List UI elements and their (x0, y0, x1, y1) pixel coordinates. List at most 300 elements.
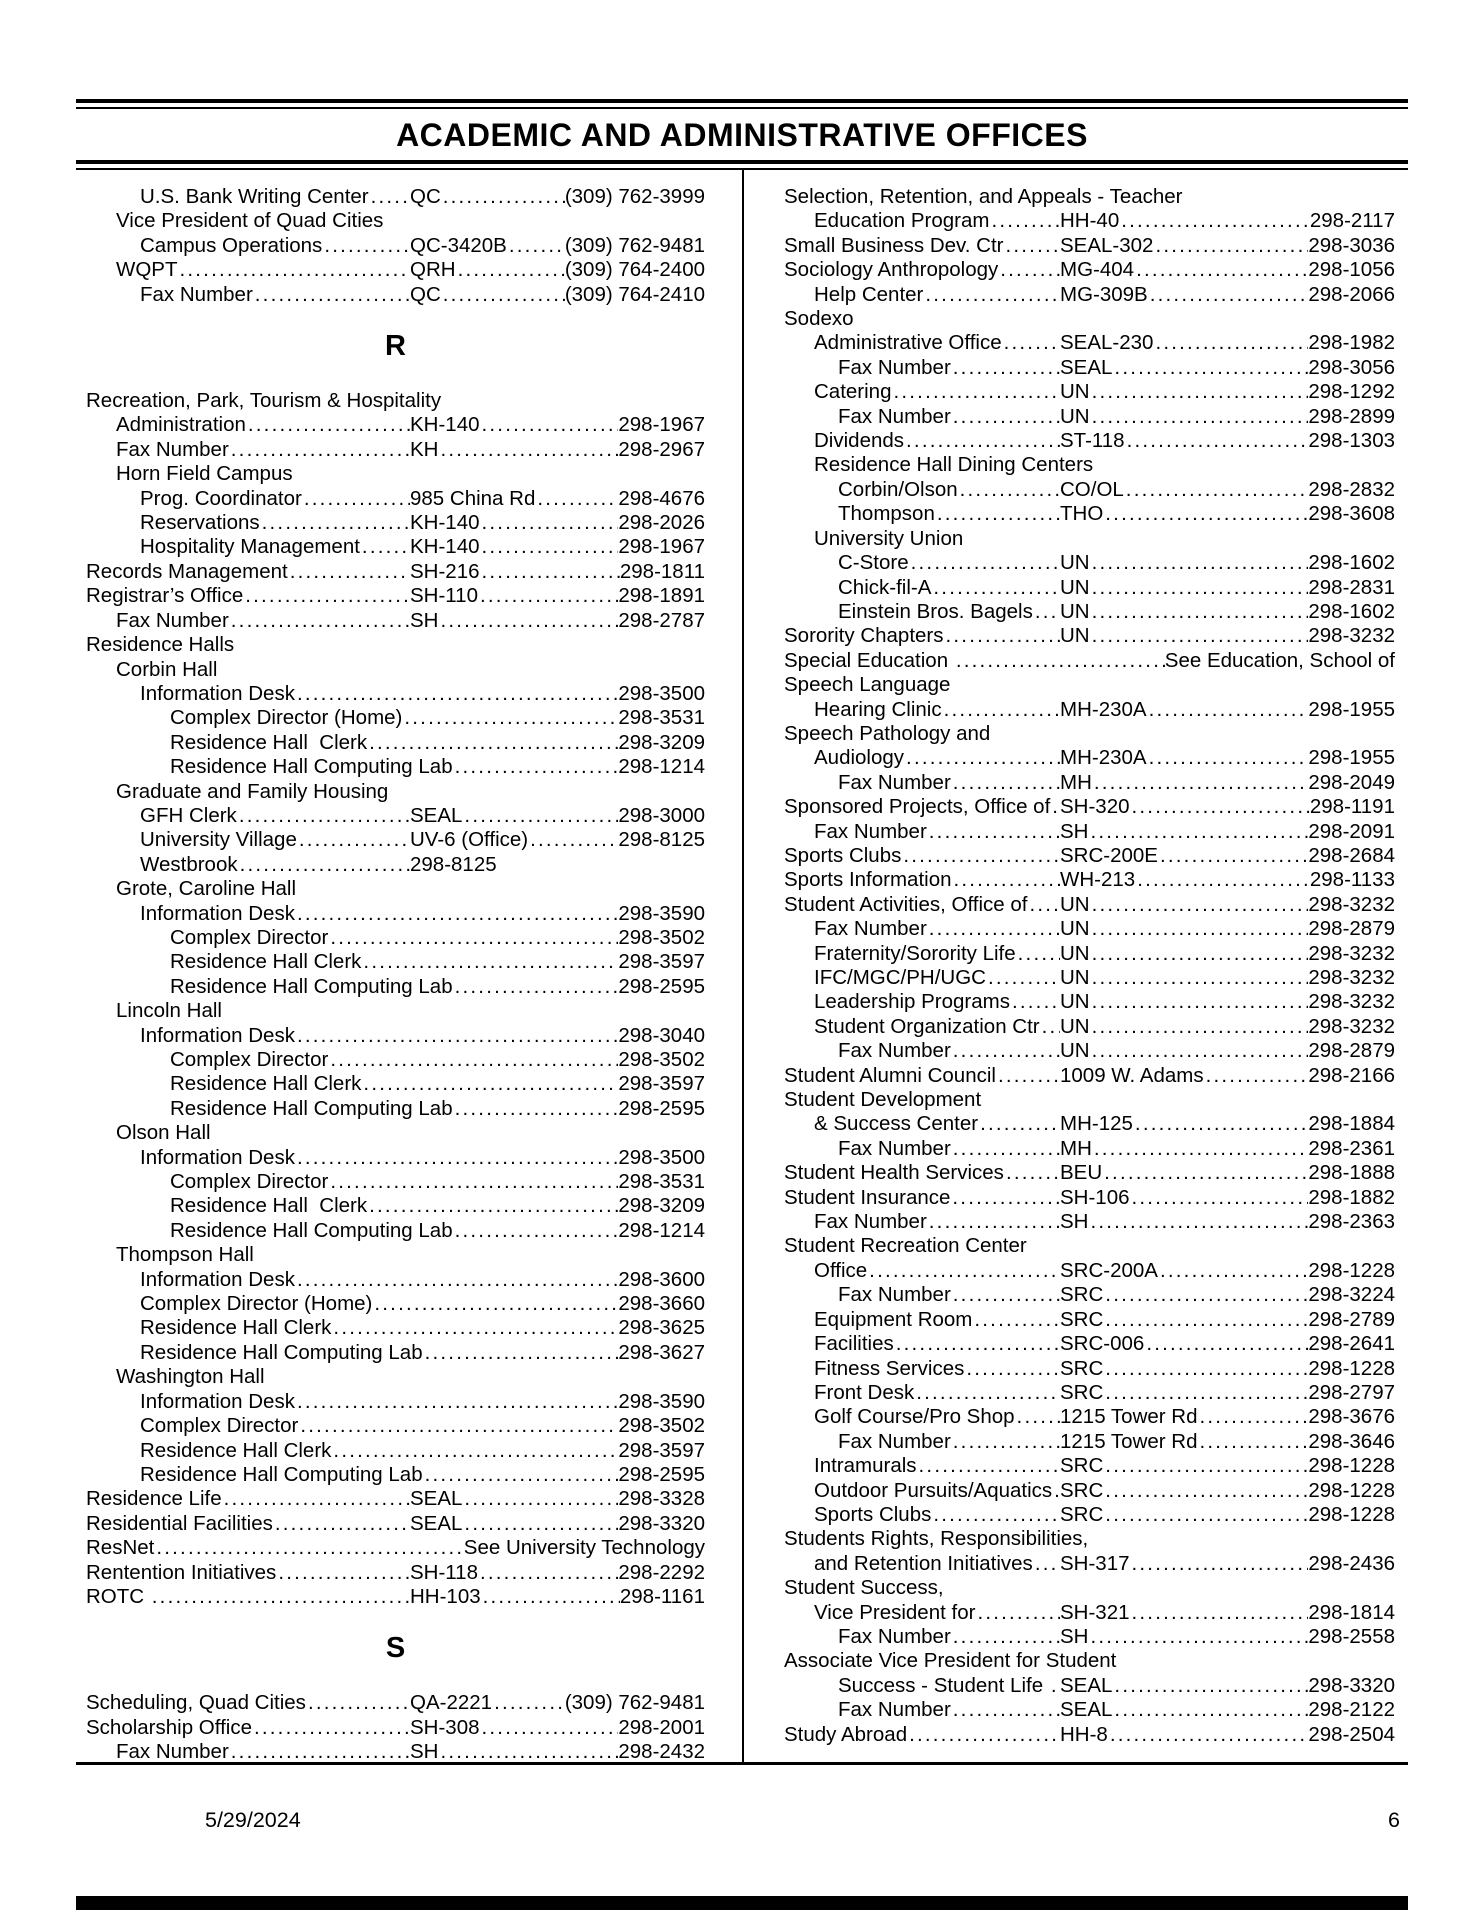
entry-name: Complex Director (170, 925, 329, 949)
entry-name: Fax Number (116, 437, 229, 461)
directory-entry (784, 1332, 1395, 1356)
entry-name-segment (814, 1503, 1060, 1527)
entry-name: Reservations (140, 511, 260, 535)
leader-dots (1088, 1210, 1308, 1234)
directory-entry (86, 609, 705, 633)
directory-entry (784, 453, 1395, 477)
entry-location: SRC-200E (1060, 843, 1158, 867)
leader-dots (438, 1740, 618, 1764)
entry-name: Campus Operations (140, 233, 323, 257)
directory-entry (784, 1357, 1395, 1381)
entry-phone: 298-3209 (618, 730, 705, 754)
leader-dots (1040, 1015, 1060, 1039)
entry-name-segment (140, 185, 410, 209)
entry-name: Special Education (784, 648, 954, 672)
entry-location: QA-2221 (410, 1691, 493, 1715)
leader-dots (1052, 1479, 1060, 1503)
entry-phone: 298-2436 (1308, 1551, 1395, 1575)
entry-name: Fax Number (838, 770, 951, 794)
entry-name-segment (814, 1454, 1060, 1478)
leader-dots (964, 1357, 1060, 1381)
entry-phone: 298-3531 (618, 1170, 705, 1194)
directory-entry (86, 258, 705, 282)
entry-name: Facilities (814, 1332, 894, 1356)
directory-entry (86, 511, 705, 535)
directory-entry (784, 942, 1395, 966)
leader-dots (1124, 478, 1309, 502)
entry-name: Associate Vice President for Student (784, 1649, 1117, 1673)
entry-name: University Village (140, 828, 297, 852)
leader-dots (917, 1454, 1060, 1478)
entry-phone: 298-1891 (618, 584, 705, 608)
directory-entry (784, 1039, 1395, 1063)
entry-phone: 298-2899 (1308, 404, 1395, 428)
directory-entry (86, 1512, 705, 1536)
leader-dots (1144, 1332, 1308, 1356)
entry-name: GFH Clerk (140, 803, 237, 827)
leader-dots (954, 649, 1165, 673)
leader-dots (935, 502, 1060, 526)
entry-location: HH-103 (410, 1584, 481, 1608)
entry-phone: 298-1955 (1308, 746, 1395, 770)
entry-location: SEAL (410, 1511, 463, 1535)
entry-name: Olson Hall (116, 1121, 211, 1145)
entry-location: UV-6 (Office) (410, 828, 529, 852)
entry-phone: 298-1191 (1309, 795, 1395, 819)
entry-name: Fax Number (814, 917, 927, 941)
entry-phone: 298-2166 (1308, 1063, 1395, 1087)
entry-name: Chick-fil-A (838, 575, 932, 599)
entry-name: Residence Hall Computing Lab (140, 1340, 423, 1364)
directory-entry (784, 1503, 1395, 1527)
directory-entry (784, 576, 1395, 600)
entry-name-segment (140, 511, 410, 535)
directory-entry (86, 1341, 705, 1365)
entry-name: Washington Hall (116, 1365, 265, 1389)
leader-dots (253, 283, 410, 307)
directory-entry (784, 624, 1395, 648)
entry-location: MG-404 (1060, 258, 1135, 282)
entry-name-segment (814, 1381, 1060, 1405)
directory-entry (784, 258, 1395, 282)
leader-dots (951, 1430, 1060, 1454)
entry-name: Leadership Programs (814, 990, 1010, 1014)
entry-name-segment (116, 609, 410, 633)
entry-name-segment (116, 258, 410, 282)
entry-location: SH-321 (1060, 1600, 1130, 1624)
entry-phone: 298-3036 (1308, 233, 1395, 257)
directory-entry (86, 234, 705, 258)
entry-location: SH-216 (410, 559, 480, 583)
directory-entry (784, 478, 1395, 502)
entry-phone: 298-2595 (618, 974, 705, 998)
entry-phone: 298-2879 (1308, 917, 1395, 941)
entry-name-segment (838, 551, 1060, 575)
entry-phone: 298-1214 (618, 755, 705, 779)
directory-entry (86, 926, 705, 950)
entry-name-segment (838, 600, 1060, 624)
entry-phone: 298-3590 (618, 1389, 705, 1413)
leader-dots (1135, 868, 1310, 892)
leader-dots (507, 234, 565, 258)
entry-cross-reference: See University Technology (463, 1536, 705, 1560)
entry-name-segment (814, 917, 1060, 941)
leader-dots (238, 853, 410, 877)
entry-phone: 298-1303 (1308, 429, 1395, 453)
leader-dots (462, 804, 618, 828)
leader-dots (1108, 1723, 1309, 1747)
leader-dots (1090, 624, 1309, 648)
leader-dots (1002, 331, 1060, 355)
leader-dots (1092, 1137, 1308, 1161)
entry-phone: 298-2432 (618, 1740, 705, 1764)
entry-name: Information Desk (140, 681, 295, 705)
entry-location: 985 China Rd (410, 486, 536, 510)
directory-entry (86, 209, 705, 233)
leader-dots (892, 380, 1061, 404)
leader-dots (1010, 990, 1060, 1014)
entry-name: Sponsored Projects, Office of (784, 795, 1051, 819)
directory-entry (86, 1561, 705, 1585)
entry-name-segment (838, 1430, 1060, 1454)
leader-dots (1103, 1308, 1308, 1332)
directory-entry (86, 731, 705, 755)
directory-entry (86, 1219, 705, 1243)
directory-entry (86, 633, 705, 657)
entry-name: Sorority Chapters (784, 624, 944, 648)
entry-location: BEU (1060, 1161, 1103, 1185)
entry-name: Student Health Services (784, 1161, 1004, 1185)
entry-name: Recreation, Park, Tourism & Hospitality (86, 389, 442, 413)
leader-dots (989, 209, 1060, 233)
directory-entry (86, 535, 705, 559)
leader-dots (295, 1268, 618, 1292)
entry-location: SEAL (1060, 355, 1113, 379)
leader-dots (1090, 1015, 1309, 1039)
directory-entry (784, 1381, 1395, 1405)
entry-name: Information Desk (140, 1145, 295, 1169)
leader-dots (229, 609, 410, 633)
directory-entry (86, 185, 705, 209)
entry-location: SEAL-302 (1060, 233, 1154, 257)
entry-location: MH-230A (1060, 746, 1147, 770)
entry-name-segment (784, 844, 1060, 868)
entry-name-segment (838, 1283, 1060, 1307)
directory-entry (86, 1072, 705, 1096)
directory-entry (784, 771, 1395, 795)
directory-entry (86, 1097, 705, 1121)
leader-dots (909, 551, 1060, 575)
entry-location: SRC (1060, 1478, 1104, 1502)
entry-location: SH-110 (410, 584, 478, 608)
leader-dots (178, 258, 411, 282)
entry-location: SEAL (1060, 1698, 1113, 1722)
entry-name: Scholarship Office (86, 1715, 252, 1739)
leader-dots (1003, 234, 1060, 258)
entry-phone: 298-2595 (618, 1096, 705, 1120)
leader-dots (931, 576, 1060, 600)
entry-location: 1009 W. Adams (1060, 1063, 1204, 1087)
leader-dots (907, 1723, 1060, 1747)
leader-dots (1090, 1039, 1309, 1063)
directory-entry (784, 893, 1395, 917)
entry-phone: 298-2361 (1308, 1136, 1395, 1160)
directory-entry (86, 1048, 705, 1072)
directory-entry (86, 804, 705, 828)
leader-dots (1033, 1552, 1060, 1576)
entry-phone: 298-1228 (1308, 1258, 1395, 1282)
directory-entry (784, 600, 1395, 624)
leader-dots (453, 1097, 619, 1121)
entry-phone: (309) 762-3999 (564, 185, 705, 208)
leader-dots (360, 535, 410, 559)
directory-entry (86, 706, 705, 730)
leader-dots (402, 706, 618, 730)
directory-right-column (742, 170, 1408, 1762)
entry-location: MG-309B (1060, 282, 1148, 306)
entry-name: Hospitality Management (140, 535, 360, 559)
leader-dots (438, 609, 618, 633)
entry-location: KH-140 (410, 413, 480, 437)
directory-entry (784, 698, 1395, 722)
entry-location: SRC (1060, 1307, 1104, 1331)
directory-entry (86, 389, 705, 413)
entry-phone: 298-2832 (1308, 477, 1395, 501)
entry-name-segment (86, 1561, 410, 1585)
leader-dots (1090, 917, 1309, 941)
directory-entry (86, 682, 705, 706)
entry-name-segment (814, 1332, 1060, 1356)
entry-name: Graduate and Family Housing (116, 779, 389, 803)
leader-dots (229, 1740, 410, 1764)
directory-entry (784, 331, 1395, 355)
leader-dots (423, 1463, 619, 1487)
directory-entry (784, 1308, 1395, 1332)
entry-location: SH-106 (1060, 1185, 1130, 1209)
entry-phone: 298-2049 (1308, 770, 1395, 794)
entry-location: SEAL-230 (1060, 331, 1154, 355)
entry-name: Fax Number (814, 1210, 927, 1234)
leader-dots (243, 584, 410, 608)
entry-phone: 298-2091 (1308, 819, 1395, 843)
entry-name: Catering (814, 380, 892, 404)
entry-location: UN (1060, 1014, 1090, 1038)
entry-name: U.S. Bank Writing Center (140, 185, 369, 208)
entry-name-segment (814, 1015, 1060, 1039)
entry-name: Equipment Room (814, 1307, 973, 1331)
leader-dots (1090, 600, 1309, 624)
entry-phone: 298-3320 (1308, 1673, 1395, 1697)
masthead (76, 99, 1408, 170)
leader-dots (1090, 576, 1309, 600)
leader-dots (996, 1064, 1060, 1088)
leader-dots (480, 511, 619, 535)
entry-name: Complex Director (140, 1414, 299, 1438)
directory-entry (86, 1121, 705, 1145)
entry-phone: 298-3056 (1308, 355, 1395, 379)
entry-name: Residence Hall Dining Centers (814, 453, 1094, 477)
entry-name: Audiology (814, 746, 905, 770)
leader-dots (1103, 502, 1308, 526)
entry-name-segment (814, 1479, 1060, 1503)
entry-phone: 298-2797 (1308, 1380, 1395, 1404)
leader-dots (453, 1219, 619, 1243)
leader-dots (1016, 942, 1060, 966)
entry-location: CO/OL (1060, 477, 1124, 501)
entry-name: Success - Student Life (838, 1673, 1049, 1697)
leader-dots (481, 1585, 620, 1609)
entry-name: Information Desk (140, 901, 295, 925)
directory-entry (86, 999, 705, 1023)
entry-phone: 298-3328 (618, 1487, 705, 1511)
leader-dots (1130, 1601, 1309, 1625)
entry-name: Residence Hall Clerk (170, 1194, 368, 1218)
entry-location: SRC (1060, 1502, 1104, 1526)
entry-name: Students Rights, Responsibilities, (784, 1527, 1089, 1551)
directory-entry (784, 844, 1395, 868)
entry-location: MH-230A (1060, 697, 1147, 721)
entry-name-segment (86, 584, 410, 608)
leader-dots (478, 1561, 618, 1585)
entry-phone: 298-3000 (618, 803, 705, 827)
entry-phone: 298-8125 (618, 828, 705, 852)
entry-phone: 298-1228 (1308, 1502, 1395, 1526)
entry-name: Fax Number (838, 355, 951, 379)
leader-dots (1015, 1405, 1060, 1429)
entry-location: MH (1060, 770, 1092, 794)
leader-dots (1153, 234, 1308, 258)
entry-location: MH (1060, 1136, 1092, 1160)
entry-location: SRC-006 (1060, 1332, 1145, 1356)
entry-name: and Retention Initiatives (814, 1551, 1033, 1575)
directory-entry (86, 1365, 705, 1389)
entry-location: SH (1060, 1210, 1089, 1234)
entry-name: Fax Number (838, 1283, 951, 1307)
entry-name-segment (784, 1064, 1060, 1088)
leader-dots (328, 926, 618, 950)
leader-dots (914, 1381, 1060, 1405)
entry-name: Residential Facilities (86, 1511, 273, 1535)
directory-entry (784, 1259, 1395, 1283)
entry-location: MH-125 (1060, 1112, 1133, 1136)
leader-dots (1130, 795, 1310, 819)
entry-location: KH-140 (410, 511, 480, 535)
directory-entry (86, 1268, 705, 1292)
entry-phone: 298-2117 (1309, 209, 1395, 233)
leader-dots (1158, 1259, 1308, 1283)
entry-location: SH (1060, 819, 1089, 843)
leader-dots (1204, 1064, 1309, 1088)
entry-location: QC-3420B (410, 233, 507, 257)
entry-name: Sports Clubs (784, 843, 902, 867)
leader-dots (1125, 429, 1309, 453)
leader-dots (260, 511, 410, 535)
entry-location: UN (1060, 966, 1090, 989)
entry-name-segment (784, 1723, 1060, 1747)
entry-name: Lincoln Hall (116, 999, 222, 1023)
entry-name-segment (140, 828, 410, 852)
directory-entry (86, 877, 705, 901)
leader-dots (252, 1716, 410, 1740)
directory-entry (86, 950, 705, 974)
leader-dots (295, 1390, 618, 1414)
entry-name-segment (814, 1357, 1060, 1381)
entry-name: Small Business Dev. Ctr (784, 233, 1004, 257)
directory-entry (784, 868, 1395, 892)
directory-left-column (76, 170, 742, 1762)
entry-name-segment (784, 1161, 1060, 1185)
leader-dots (306, 1691, 410, 1715)
entry-name-segment (140, 234, 410, 258)
entry-name: Education Program (814, 209, 990, 233)
entry-name: Outdoor Pursuits/Aquatics (814, 1478, 1053, 1502)
entry-phone: 298-1214 (618, 1218, 705, 1242)
entry-name: Grote, Caroline Hall (116, 877, 297, 901)
entry-name-segment (116, 1740, 410, 1764)
leader-dots (1103, 1503, 1308, 1527)
leader-dots (295, 902, 618, 926)
entry-name: Fax Number (838, 1039, 951, 1063)
entry-name: Prog. Coordinator (140, 486, 302, 510)
entry-name-segment (86, 1716, 410, 1740)
entry-name: Residence Hall Computing Lab (140, 1462, 423, 1486)
entry-phone: 298-3502 (618, 1048, 705, 1071)
leader-dots (154, 1536, 463, 1560)
entry-name-segment (838, 1625, 1060, 1649)
leader-dots (944, 624, 1060, 648)
entry-name: Fraternity/Sorority Life (814, 941, 1016, 965)
entry-phone: 298-2026 (618, 511, 705, 535)
entry-location: WH-213 (1060, 868, 1136, 892)
directory-entry (784, 429, 1395, 453)
leader-dots (1147, 746, 1309, 770)
entry-location: UN (1060, 990, 1090, 1014)
footer-bar (76, 1896, 1408, 1910)
leader-dots (1103, 1454, 1308, 1478)
leader-dots (951, 1137, 1060, 1161)
entry-location: UN (1060, 599, 1090, 623)
entry-name-segment (140, 283, 410, 307)
entry-name: Residence Hall Clerk (140, 1438, 332, 1462)
leader-dots (951, 1625, 1060, 1649)
directory-entry (784, 1430, 1395, 1454)
entry-phone: 298-2879 (1308, 1039, 1395, 1063)
entry-name: Student Organization Ctr (814, 1014, 1040, 1038)
directory-entry (86, 1585, 705, 1609)
entry-name-segment (838, 1039, 1060, 1063)
entry-name: Information Desk (140, 1267, 295, 1291)
leader-dots (950, 1186, 1060, 1210)
directory-entry (784, 1088, 1395, 1112)
directory-entry (86, 828, 705, 852)
entry-phone: 298-4676 (618, 486, 705, 510)
leader-dots (923, 283, 1060, 307)
entry-phone: 298-2684 (1308, 843, 1395, 867)
leader-dots (369, 185, 410, 209)
leader-dots (904, 429, 1060, 453)
directory-entry (784, 1112, 1395, 1136)
entry-location: KH (410, 437, 439, 461)
leader-dots (456, 258, 565, 282)
directory-entry (86, 902, 705, 926)
directory-entry (784, 1210, 1395, 1234)
entry-location: SH-308 (410, 1715, 480, 1739)
directory-entry (784, 1576, 1395, 1600)
entry-name-segment (814, 283, 1060, 307)
entry-name: Fitness Services (814, 1356, 965, 1380)
entry-name: Hearing Clinic (814, 697, 942, 721)
entry-location: SEAL (410, 803, 463, 827)
